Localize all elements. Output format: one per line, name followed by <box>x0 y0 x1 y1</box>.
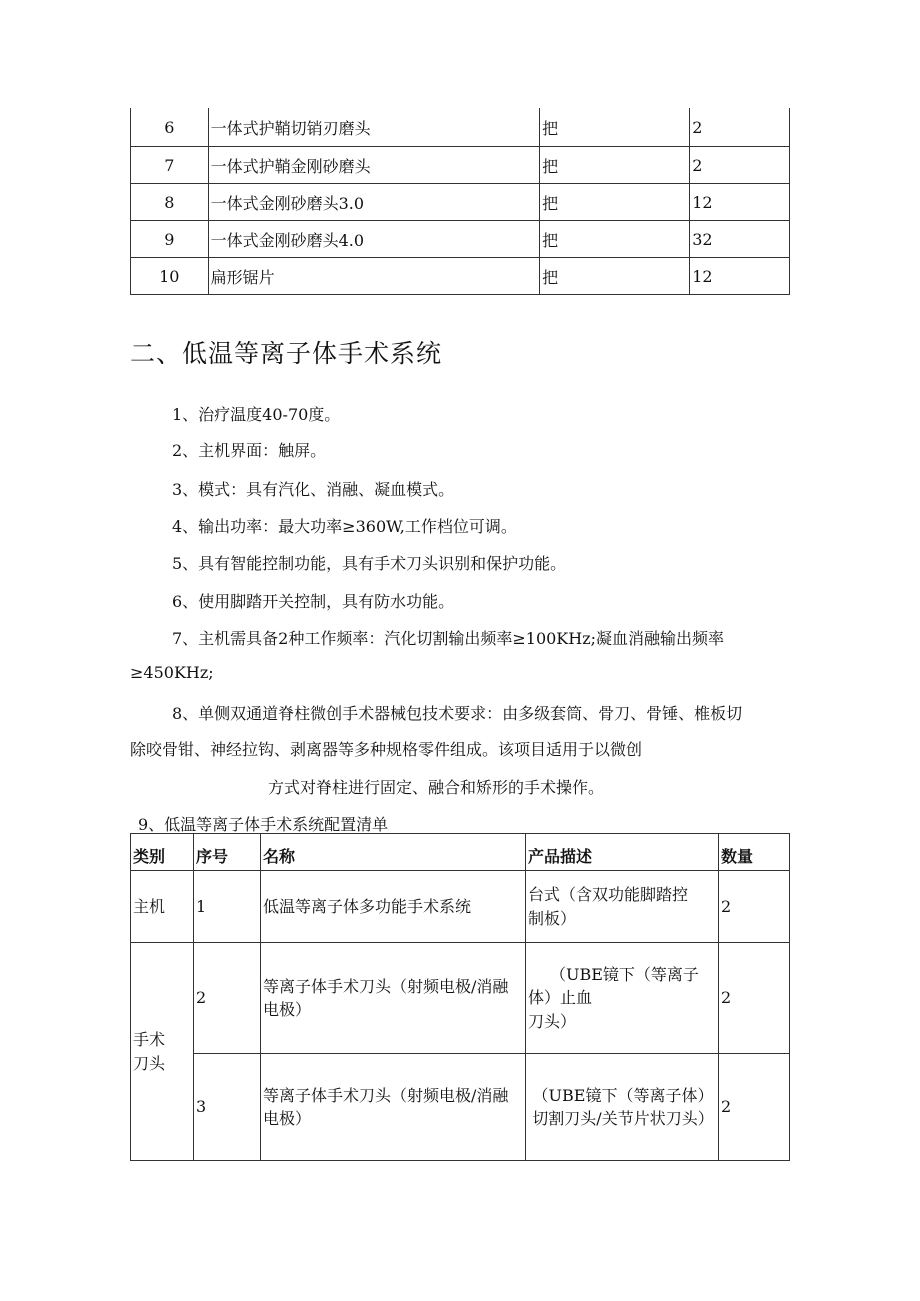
name-cell <box>261 943 526 1054</box>
name-line: 电极） <box>263 1000 312 1019</box>
description-cell <box>526 871 719 943</box>
item-quantity: 2 <box>690 108 790 147</box>
name-line: 电极） <box>263 1109 312 1128</box>
row-number: 9 <box>131 221 209 258</box>
config-table-caption: 9、低温等离子体手术系统配置清单 <box>138 815 389 834</box>
spec-item-8-cont: 除咬骨钳、神经拉钩、剥离器等多种规格零件组成。该项目适用于以微创 <box>130 740 643 759</box>
section-heading: 二、低温等离子体手术系统 <box>130 339 443 368</box>
description-line: 体）止血 <box>528 988 593 1008</box>
table-row <box>131 184 790 221</box>
item-quantity: 2 <box>690 147 790 184</box>
row-number: 8 <box>131 184 209 221</box>
item-name: 一体式金刚砂磨头3.0 <box>208 184 540 221</box>
quantity-cell: 2 <box>719 871 790 943</box>
table-row <box>131 108 790 147</box>
header-description: 产品描述 <box>526 834 719 871</box>
number-cell: 1 <box>194 871 261 943</box>
spec-item-6: 6、使用脚踏开关控制，具有防水功能。 <box>172 592 455 611</box>
item-quantity: 32 <box>690 221 790 258</box>
spec-item-7-cont: ≥450KHz; <box>130 663 214 682</box>
header-quantity: 数量 <box>719 834 790 871</box>
description-line: 台式（含双功能脚踏控 <box>528 885 689 905</box>
item-quantity: 12 <box>690 184 790 221</box>
description-line: 切割刀头/关节片状刀头） <box>532 1109 714 1128</box>
row-number: 6 <box>131 108 209 147</box>
description-cell <box>526 1054 719 1161</box>
quantity-cell: 2 <box>719 1054 790 1161</box>
spec-item-3: 3、模式：具有汽化、消融、凝血模式。 <box>172 480 455 499</box>
spec-item-1: 1、治疗温度40-70度。 <box>172 405 341 424</box>
spec-item-5: 5、具有智能控制功能，具有手术刀头识别和保护功能。 <box>172 554 567 573</box>
header-name: 名称 <box>261 834 526 871</box>
table-row <box>131 221 790 258</box>
item-unit: 把 <box>540 108 690 147</box>
item-quantity: 12 <box>690 258 790 295</box>
instrument-table-body <box>131 108 790 295</box>
description-line: 制板） <box>528 908 577 928</box>
header-category: 类别 <box>131 834 194 871</box>
description-cell <box>526 943 719 1054</box>
name-cell: 低温等离子体多功能手术系统 <box>261 871 526 943</box>
spec-item-8: 8、单侧双通道脊柱微创手术器械包技术要求：由多级套筒、骨刀、骨锤、椎板切 <box>172 704 743 723</box>
row-number: 7 <box>131 147 209 184</box>
table-row <box>131 871 790 943</box>
row-number: 10 <box>131 258 209 295</box>
number-cell: 3 <box>194 1054 261 1161</box>
name-cell <box>261 1054 526 1161</box>
table-row <box>131 147 790 184</box>
description-line: （UBE镜下（等离子 <box>550 965 699 985</box>
item-unit: 把 <box>540 221 690 258</box>
table-row <box>131 1054 790 1161</box>
category-line: 手术 <box>133 1030 166 1050</box>
category-line: 刀头 <box>133 1053 166 1073</box>
name-line: 等离子体手术刀头（射频电极/消融 <box>263 1085 509 1105</box>
item-unit: 把 <box>540 184 690 221</box>
table-row <box>131 943 790 1054</box>
instrument-table <box>130 108 790 295</box>
description-line: （UBE镜下（等离子体） <box>532 1085 714 1105</box>
item-unit: 把 <box>540 147 690 184</box>
item-name: 扁形锯片 <box>208 258 540 295</box>
table-row <box>131 258 790 295</box>
item-name: 一体式护鞘金刚砂磨头 <box>208 147 540 184</box>
description-line: 刀头） <box>528 1011 577 1031</box>
item-unit: 把 <box>540 258 690 295</box>
item-name: 一体式金刚砂磨头4.0 <box>208 221 540 258</box>
number-cell: 2 <box>194 943 261 1054</box>
name-line: 等离子体手术刀头（射频电极/消融 <box>263 976 509 996</box>
spec-item-2: 2、主机界面：触屏。 <box>172 441 327 460</box>
category-cell <box>131 943 194 1161</box>
header-number: 序号 <box>194 834 261 871</box>
spec-item-4: 4、输出功率：最大功率≥360W,工作档位可调。 <box>172 517 517 536</box>
spec-item-8-cont2: 方式对脊柱进行固定、融合和矫形的手术操作。 <box>268 778 605 797</box>
config-table <box>130 833 790 1161</box>
category-cell: 主机 <box>131 871 194 943</box>
table-header-row <box>131 834 790 871</box>
quantity-cell: 2 <box>719 943 790 1054</box>
spec-item-7: 7、主机需具备2种工作频率：汽化切割输出频率≥100KHz;凝血消融输出频率 <box>172 629 725 648</box>
item-name: 一体式护鞘切销刃磨头 <box>208 108 540 147</box>
